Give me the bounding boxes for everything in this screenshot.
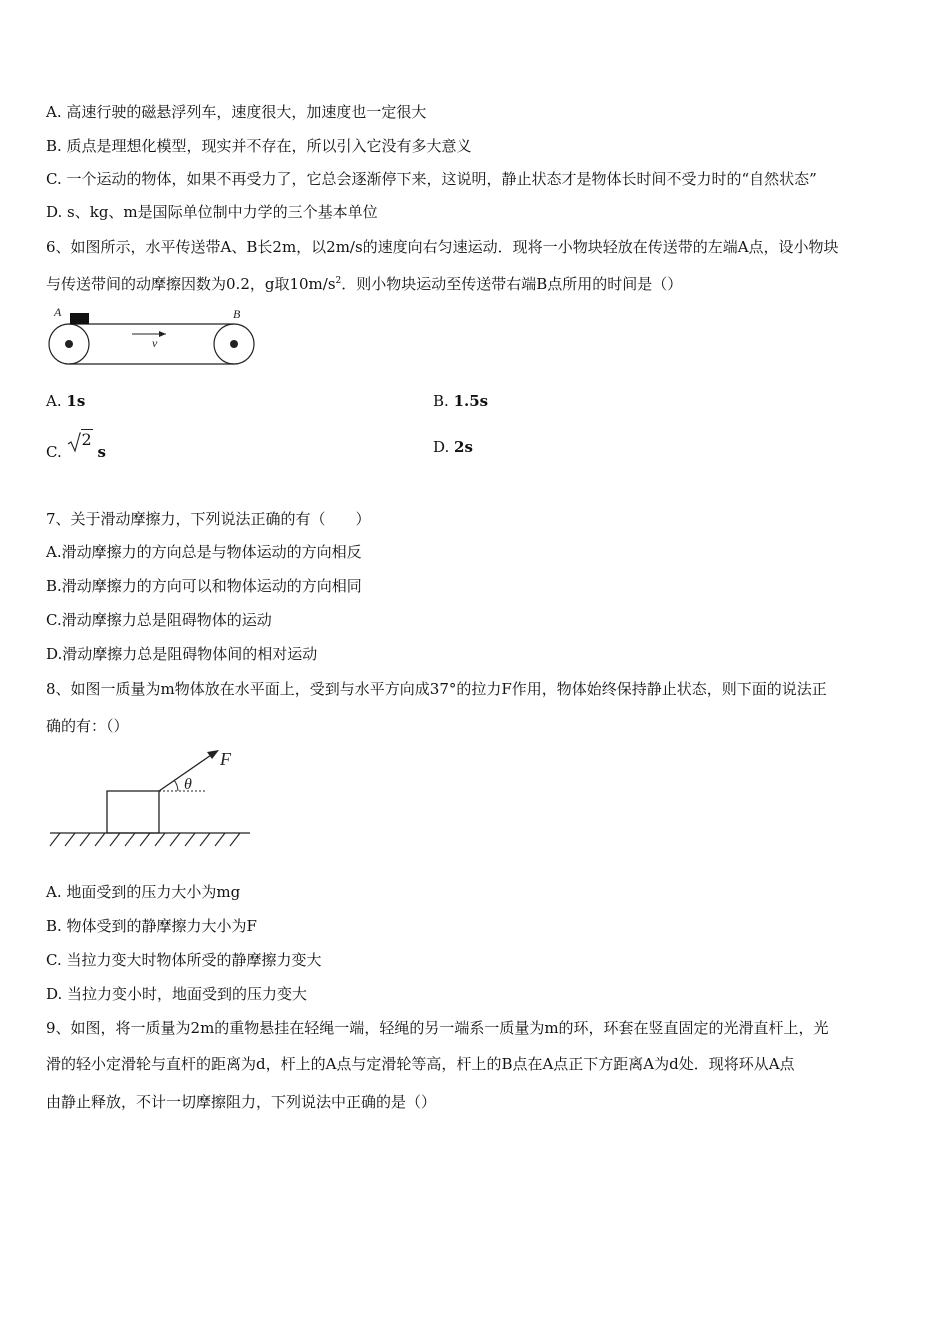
left-pulley-axle [65,340,73,348]
conveyor-belt-figure [40,302,270,372]
right-pulley-axle [230,340,238,348]
q6-stem-line2: 与传送带间的动摩擦因数为0.2，g取$10m/s^2$．则小物块运动至传送带右端B点所用的时间是（） [46,275,683,293]
q5-option-a: A. 高速行驶的磁悬浮列车，速度很大，加速度也一定很大 [46,103,427,121]
q6-option-b: B. 1.5s [433,392,489,410]
block-force-figure [48,745,258,853]
q5-option-b: B. 质点是理想化模型，现实并不存在，所以引入它没有多大意义 [46,137,472,155]
q8-option-a: A. 地面受到的压力大小为mg [46,883,241,901]
q8-option-d: D. 当拉力变小时，地面受到的压力变大 [46,985,308,1003]
label-b: B [233,307,241,321]
ground-hatching [50,833,240,846]
label-theta: θ [184,776,192,793]
q8-option-b: B. 物体受到的静摩擦力大小为F [46,917,257,935]
q7-option-d: D.滑动摩擦力总是阻碍物体间的相对运动 [46,645,318,663]
q6-option-a: A. 1s [46,392,86,410]
q8-option-c: C. 当拉力变大时物体所受的静摩擦力变大 [46,951,322,969]
q5-option-c: C. 一个运动的物体，如果不再受力了，它总会逐渐停下来，这说明，静止状态才是物体长时间不受力时的“自然状态” [46,170,817,188]
label-a: A [54,305,62,319]
angle-arc [174,780,178,791]
q6-option-c: C. 2 s [46,430,106,461]
radical-sign-icon [67,432,81,452]
q8-stem-line1: 8、如图一质量为m物体放在水平面上，受到与水平方向成37°的拉力F作用，物体始终保持静止状态，则下面的说法正 [46,680,827,698]
velocity-arrow-head [159,331,166,337]
q8-stem-line2: 确的有：（） [46,717,129,735]
label-f: F [220,749,231,769]
sqrt-expression: 2 [67,429,93,454]
q7-option-c: C.滑动摩擦力总是阻碍物体的运动 [46,611,272,629]
small-block [70,313,89,324]
q7-option-b: B.滑动摩擦力的方向可以和物体运动的方向相同 [46,577,362,595]
label-v: v [152,336,158,350]
q7-option-a: A.滑动摩擦力的方向总是与物体运动的方向相反 [46,543,362,561]
q5-option-d: D. s、kg、m是国际单位制中力学的三个基本单位 [46,203,378,221]
q6-stem-line1: 6、如图所示，水平传送带A、B长2m，以2m/s的速度向右匀速运动．现将一小物块轻放在传送带的左端A点，设小物块 [46,238,839,256]
q9-stem-line2: 滑的轻小定滑轮与直杆的距离为d，杆上的A点与定滑轮等高，杆上的B点在A点正下方距离A为d处．现将环从A点 [46,1055,795,1073]
q9-stem-line1: 9、如图，将一质量为2m的重物悬挂在轻绳一端，轻绳的另一端系一质量为m的环，环套在竖直固定的光滑直杆上，光 [46,1019,829,1037]
q6-option-d: D. 2s [433,438,473,456]
q7-stem: 7、关于滑动摩擦力，下列说法正确的有（ ） [46,510,371,528]
block [107,791,159,833]
force-arrow-head [207,750,219,759]
q9-stem-line3: 由静止释放，不计一切摩擦阻力，下列说法中正确的是（） [46,1093,437,1111]
